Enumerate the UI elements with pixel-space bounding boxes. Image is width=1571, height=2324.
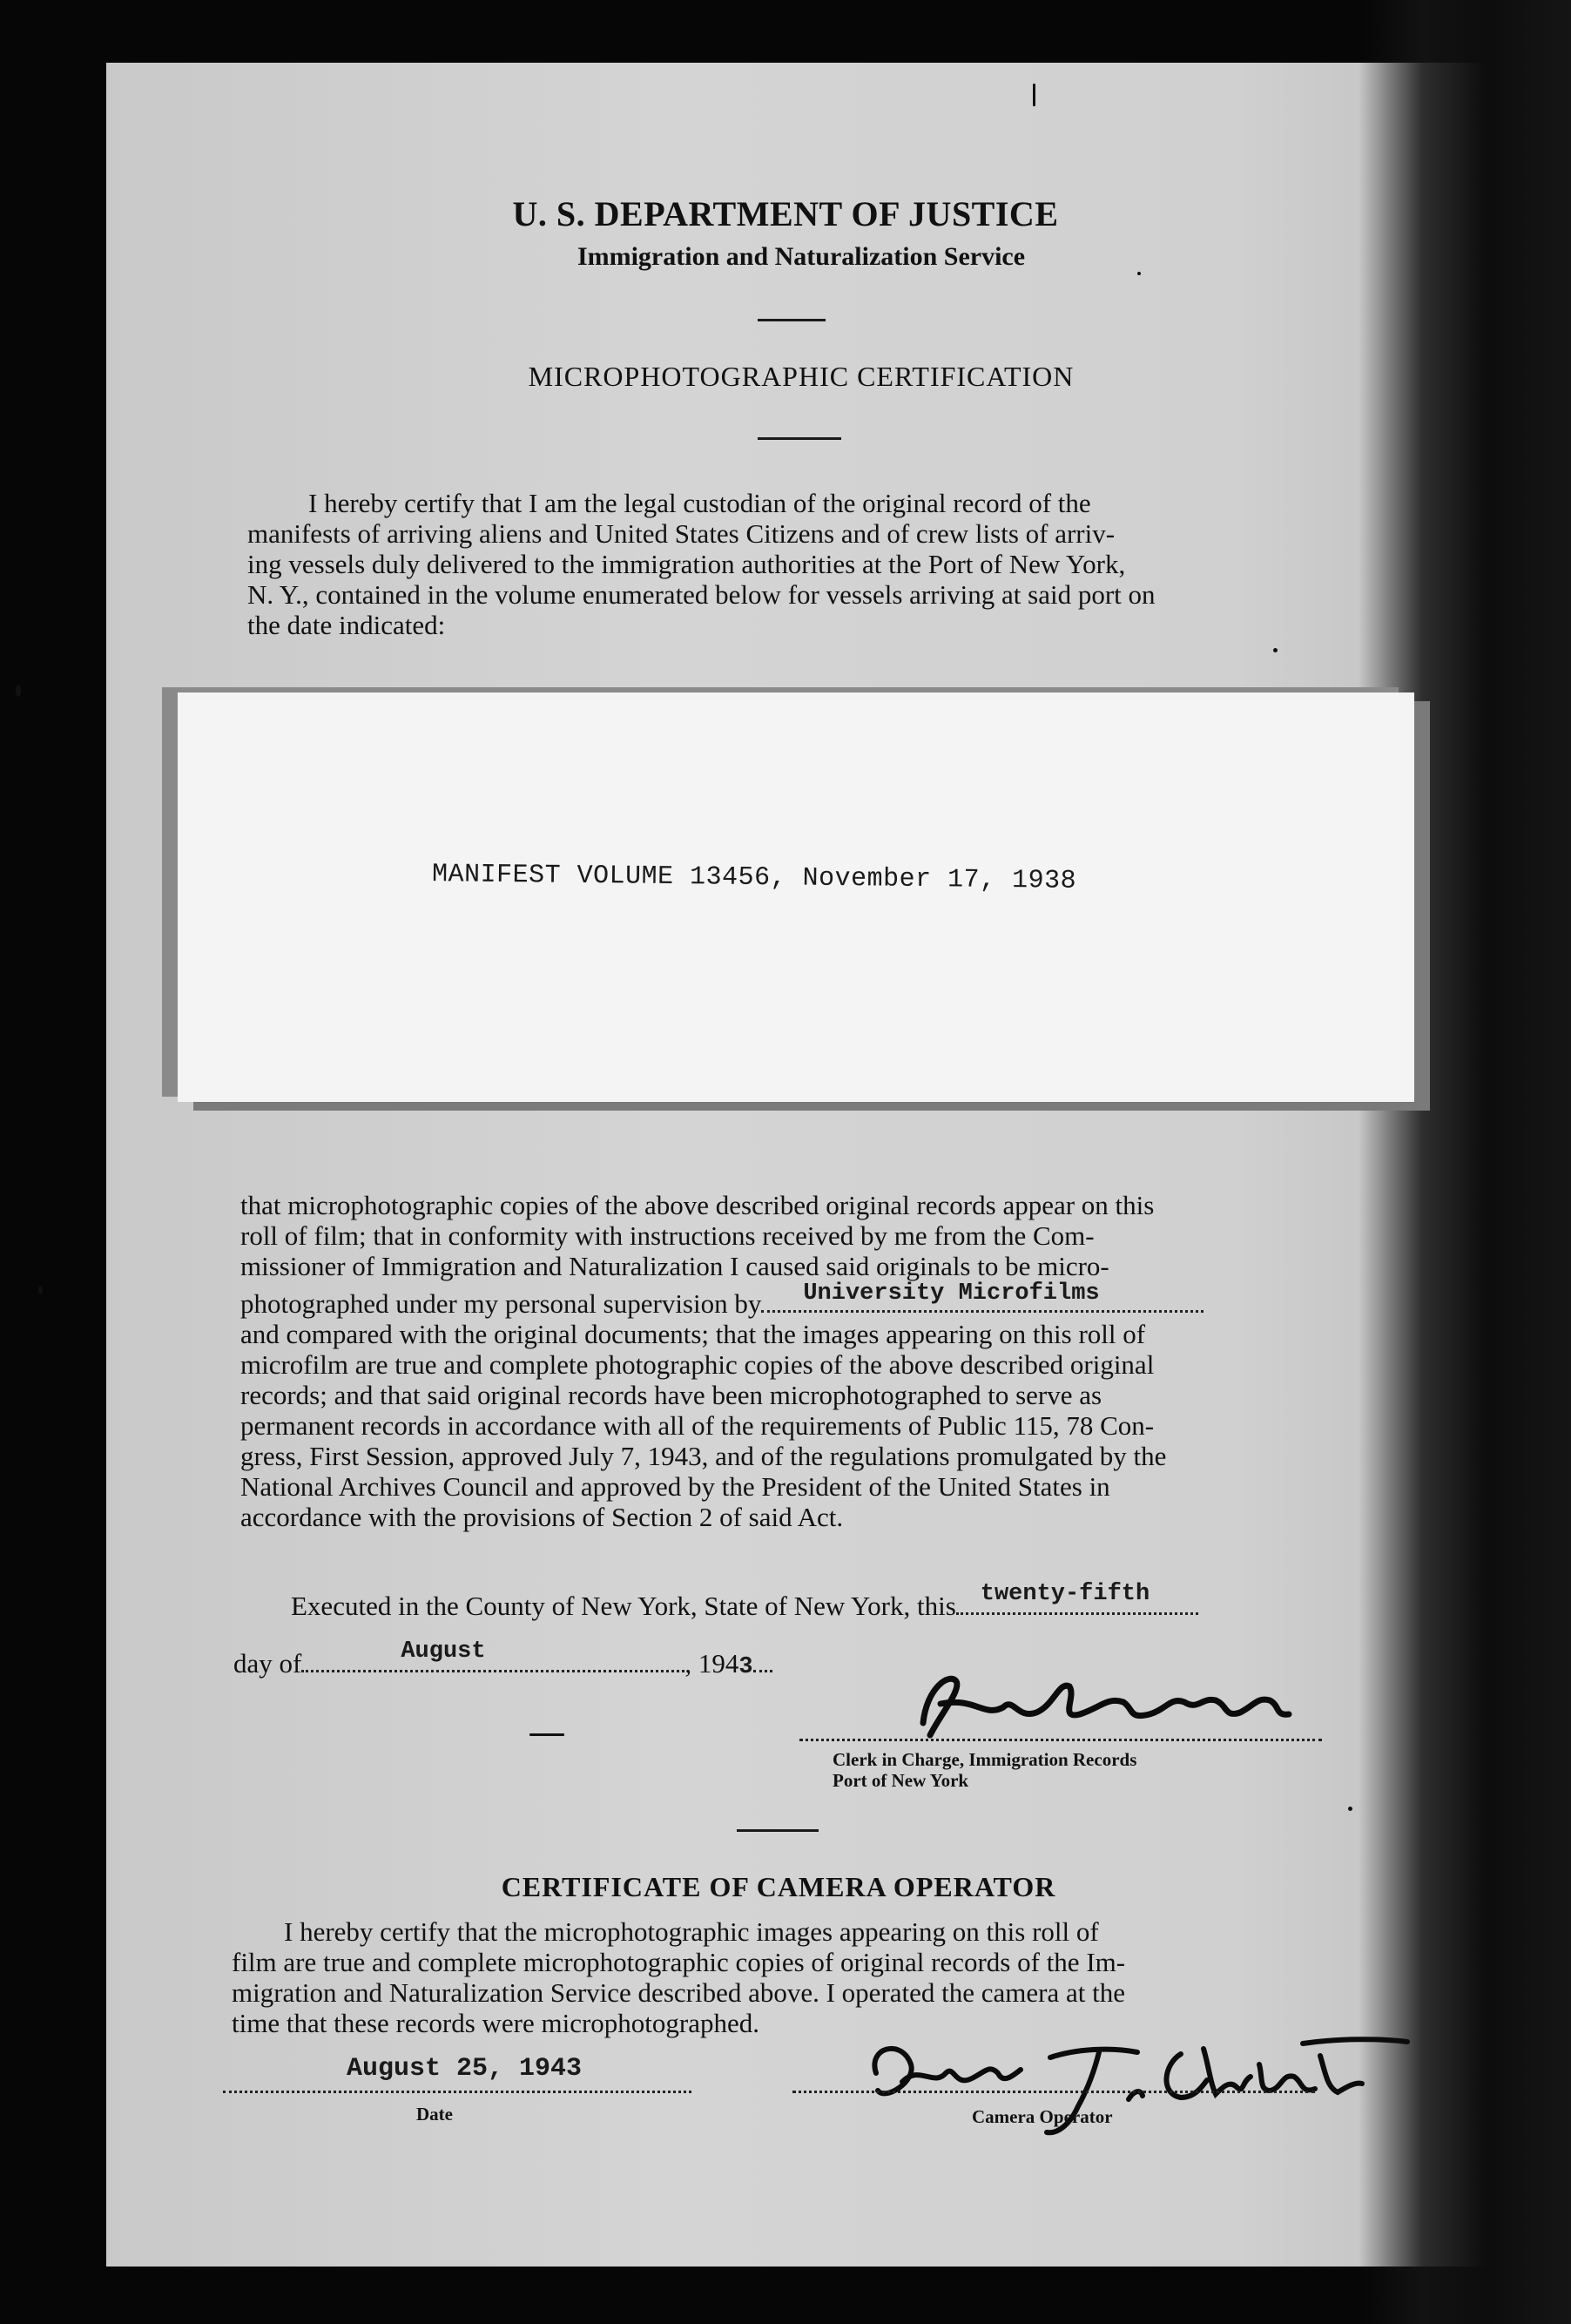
camera-line: time that these records were microphotographed. xyxy=(232,2008,759,2038)
operator-signature-line xyxy=(792,2091,1315,2093)
operator-date: August 25, 1943 xyxy=(347,2054,583,2084)
section-divider xyxy=(737,1829,819,1832)
camera-line: film are true and complete microphotographic copies of original records of the Im- xyxy=(232,1947,1126,1977)
speck xyxy=(1273,648,1278,652)
day-month: August xyxy=(401,1638,486,1665)
day-prefix: day of xyxy=(233,1648,302,1679)
body-line: gress, First Session, approved July 7, 1943, and of the regulations promulgated by the xyxy=(240,1441,1167,1471)
year-prefix: , 194 xyxy=(684,1648,739,1679)
executed-prefix: Executed in the County of New York, State of New York, this xyxy=(291,1591,956,1621)
executed-day: twenty-fifth xyxy=(980,1581,1150,1607)
day-line xyxy=(233,1638,772,1680)
body-line: and compared with the original documents; that the images appearing on this roll of xyxy=(240,1319,1146,1349)
body-line: permanent records in accordance with all of the requirements of Public 115, 78 Con- xyxy=(240,1410,1155,1441)
title-divider xyxy=(758,319,826,321)
clerk-signature-line xyxy=(799,1739,1322,1741)
camera-line: I hereby certify that the microphotographic images appearing on this roll of xyxy=(284,1916,1099,1947)
date-caption: Date xyxy=(416,2104,453,2125)
film-edge xyxy=(1359,0,1571,2324)
intro-line: I hereby certify that I am the legal custodian of the original record of the xyxy=(308,488,1091,518)
supervision-prefix: photographed under my personal supervision by xyxy=(240,1288,762,1319)
speck xyxy=(1348,1807,1352,1811)
intro-line: the date indicated: xyxy=(247,610,446,640)
intro-line: ing vessels duly delivered to the immigration authorities at the Port of New York, xyxy=(247,549,1126,579)
clerk-office: Port of New York xyxy=(833,1770,969,1791)
body-line: records; and that said original records have been microphotographed to serve as xyxy=(240,1380,1102,1410)
speck xyxy=(1137,272,1141,275)
intro-line: N. Y., contained in the volume enumerated below for vessels arriving at said port on xyxy=(247,579,1156,610)
body-line: National Archives Council and approved by the President of the United States in xyxy=(240,1471,1110,1502)
supervision-line xyxy=(240,1280,1332,1319)
agency-subtitle: Immigration and Naturalization Service xyxy=(576,242,1026,271)
executed-line xyxy=(291,1581,1198,1622)
date-line xyxy=(223,2091,691,2093)
speck xyxy=(529,1733,564,1736)
title-divider xyxy=(758,437,841,440)
body-line: roll of film; that in conformity with instructions received by me from the Com- xyxy=(240,1220,1095,1251)
fill-dots xyxy=(761,1280,1204,1313)
speck xyxy=(1033,84,1035,106)
body-line: that microphotographic copies of the above described original records appear on this xyxy=(240,1190,1155,1220)
certification-body xyxy=(240,1190,1332,1532)
fill-dots xyxy=(753,1649,772,1672)
speck xyxy=(16,685,21,697)
supervision-value: University Microfilms xyxy=(803,1280,1100,1307)
body-line: microfilm are true and complete photographic copies of the above described original xyxy=(240,1349,1155,1380)
clerk-title: Clerk in Charge, Immigration Records xyxy=(833,1749,1137,1770)
intro-paragraph xyxy=(247,488,1346,640)
body-line: missioner of Immigration and Naturalization I caused said originals to be micro- xyxy=(240,1251,1109,1281)
operator-signature xyxy=(850,2003,1425,2143)
intro-line: manifests of arriving aliens and United States Citizens and of crew lists of arriv- xyxy=(247,518,1116,549)
manifest-slip xyxy=(178,692,1414,1102)
year-suffix: 3 xyxy=(738,1654,753,1680)
manifest-label: MANIFEST VOLUME 13456, November 17, 1938 xyxy=(431,860,1077,896)
department-title: U. S. DEPARTMENT OF JUSTICE xyxy=(512,194,1059,233)
fill-dots xyxy=(301,1638,684,1672)
clerk-caption xyxy=(833,1749,1136,1791)
fill-dots xyxy=(956,1581,1198,1615)
certification-title: MICROPHOTOGRAPHIC CERTIFICATION xyxy=(528,361,1075,392)
camera-operator-title: CERTIFICATE OF CAMERA OPERATOR xyxy=(501,1871,1056,1902)
clerk-signature xyxy=(906,1662,1315,1746)
body-line: accordance with the provisions of Section 2 of said Act. xyxy=(240,1502,844,1532)
camera-line: migration and Naturalization Service described above. I operated the camera at the xyxy=(232,1977,1125,2008)
operator-caption: Camera Operator xyxy=(972,2106,1113,2127)
speck xyxy=(38,1286,43,1294)
